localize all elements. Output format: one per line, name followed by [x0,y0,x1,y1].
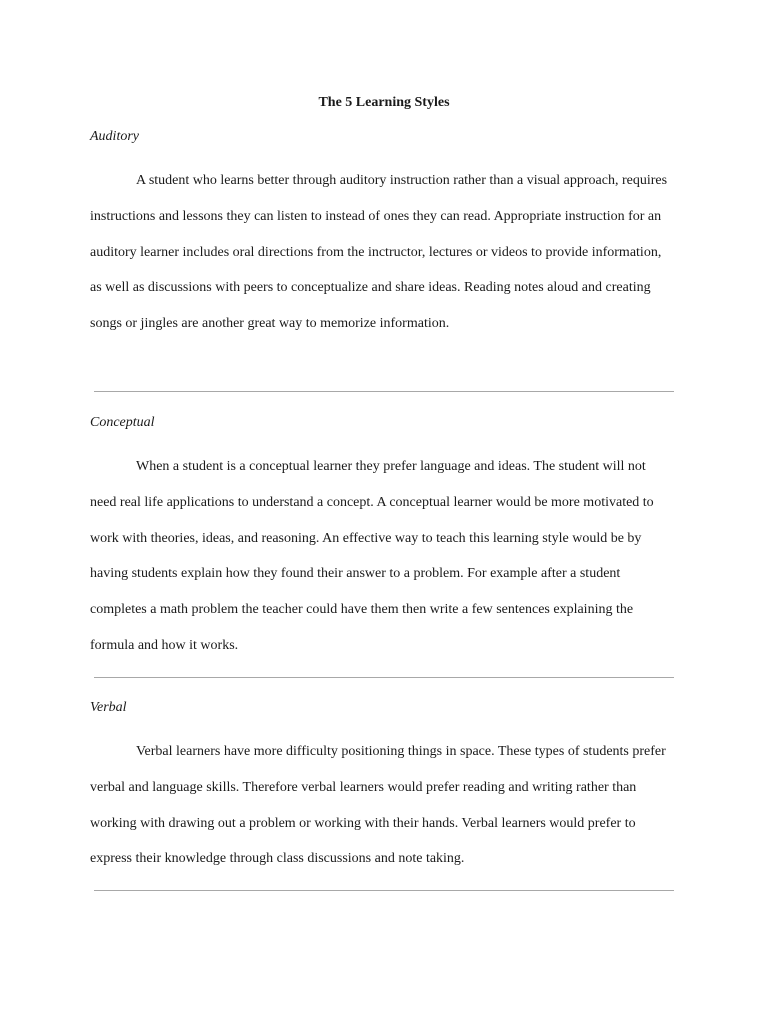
section-body-verbal: Verbal learners have more difficulty positioning things in space. These types of students prefer verbal and language skills. Therefore verbal learners would prefer reading and writing rather than working with drawing out a problem or working with their hands. Verbal learners would prefer to express their knowledge through class discussions and note taking. [90,744,666,867]
section-body-conceptual: When a student is a conceptual learner they prefer language and ideas. The student will not need real life applications to understand a concept. A conceptual learner would be more motivated to work with theories, ideas, and reasoning. An effective way to teach this learning style would be by having students explain how they found their answer to a problem. For example after a student completes a math problem the teacher could have them then write a few sentences explaining the formula and how it works. [90,459,654,653]
section-body-auditory: A student who learns better through auditory instruction rather than a visual approach, requires instructions and lessons they can listen to instead of ones they can read. Appropriate instruction for an auditory learner includes oral directions from the inctructor, lectures or videos to provide information, as well as discussions with peers to conceptualize and share ideas. Reading notes aloud and creating songs or jingles are another great way to memorize information. [90,173,668,332]
section-divider [94,677,674,678]
section-conceptual [90,413,675,664]
document-title: The 5 Learning Styles [318,95,450,110]
section-auditory [90,127,675,342]
section-divider [94,890,674,891]
section-heading-conceptual: Conceptual [90,415,155,430]
section-divider [94,391,674,392]
section-verbal [90,698,675,877]
section-heading-auditory: Auditory [90,129,139,144]
section-heading-verbal: Verbal [90,700,127,715]
